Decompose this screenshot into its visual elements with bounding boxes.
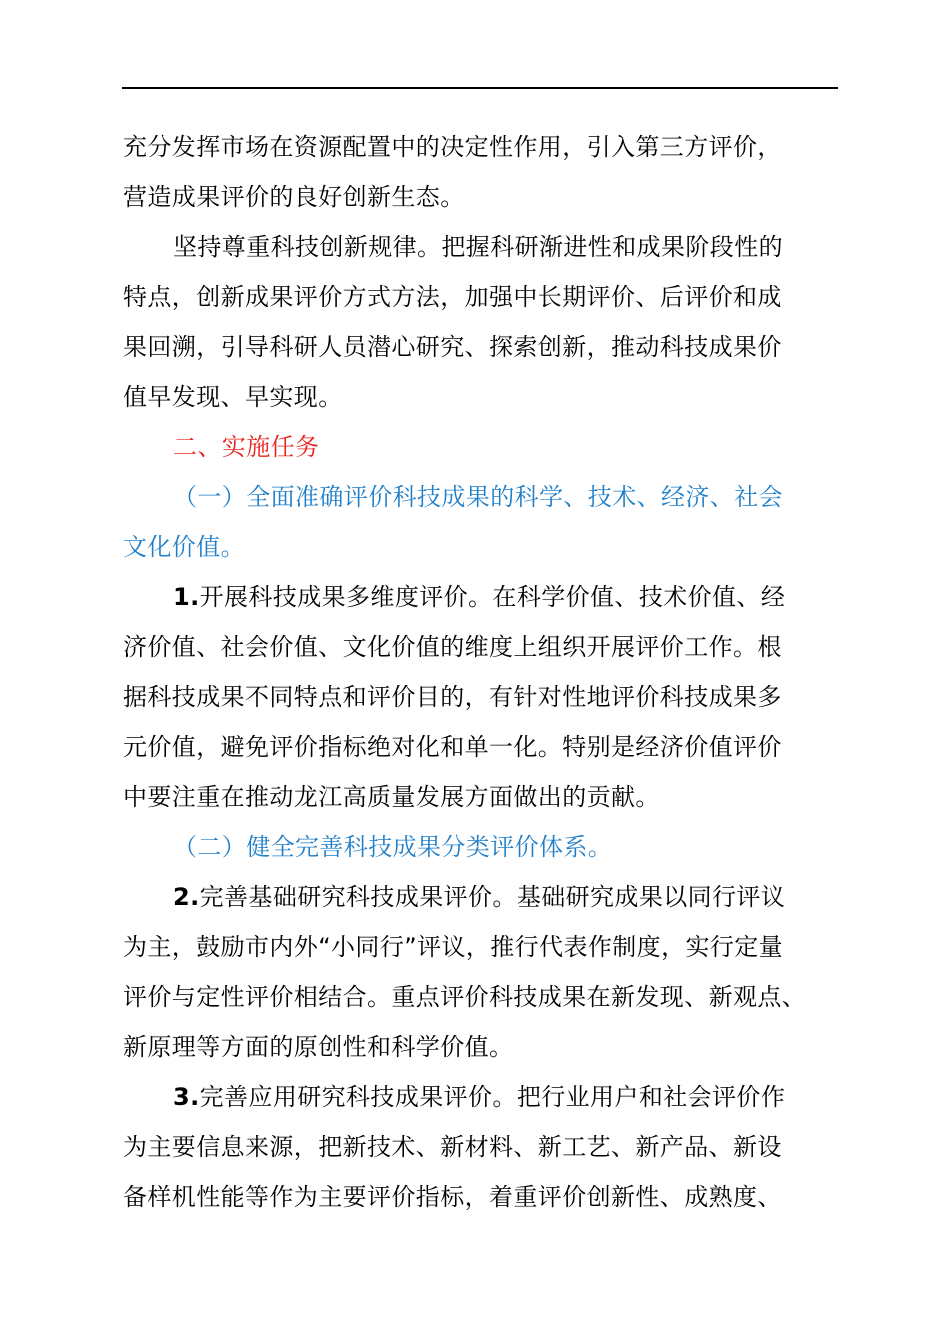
subheading-1-line: 文化价值。	[123, 533, 245, 561]
paragraph-line: 评价与定性评价相结合。重点评价科技成果在新发现、新观点、	[123, 983, 807, 1011]
item-text: 完善基础研究科技成果评价。基础研究成果以同行评议	[199, 883, 786, 911]
item-3-first-line	[123, 1072, 843, 1122]
item-number: 3.	[173, 1083, 200, 1111]
item-text: 开展科技成果多维度评价。在科学价值、技术价值、经	[199, 583, 786, 611]
item-number: 2.	[173, 883, 200, 911]
paragraph-line: 坚持尊重科技创新规律。把握科研渐进性和成果阶段性的	[173, 233, 783, 261]
section-heading-tasks: 二、实施任务	[173, 433, 320, 461]
item-2-first-line	[123, 872, 843, 922]
paragraph-line: 充分发挥市场在资源配置中的决定性作用，引入第三方评价，	[123, 133, 782, 161]
header-rule	[122, 87, 838, 89]
paragraph-line: 备样机性能等作为主要评价指标，着重评价创新性、成熟度、	[123, 1183, 782, 1211]
paragraph-line: 值早发现、早实现。	[123, 383, 343, 411]
paragraph-line: 特点，创新成果评价方式方法，加强中长期评价、后评价和成	[123, 283, 782, 311]
paragraph-line: 中要注重在推动龙江高质量发展方面做出的贡献。	[123, 783, 660, 811]
paragraph-line: 济价值、社会价值、文化价值的维度上组织开展评价工作。根	[123, 633, 782, 661]
item-number: 1.	[173, 583, 200, 611]
item-1-first-line	[123, 572, 843, 622]
paragraph-line: 为主要信息来源，把新技术、新材料、新工艺、新产品、新设	[123, 1133, 782, 1161]
paragraph-line: 果回溯，引导科研人员潜心研究、探索创新，推动科技成果价	[123, 333, 782, 361]
paragraph-line: 营造成果评价的良好创新生态。	[123, 183, 465, 211]
subheading-2: （二）健全完善科技成果分类评价体系。	[173, 833, 613, 861]
paragraph-line: 为主，鼓励市内外“小同行”评议，推行代表作制度，实行定量	[123, 933, 784, 961]
subheading-1-line: （一）全面准确评价科技成果的科学、技术、经济、社会	[173, 483, 783, 511]
paragraph-line: 元价值，避免评价指标绝对化和单一化。特别是经济价值评价	[123, 733, 782, 761]
paragraph-line: 据科技成果不同特点和评价目的，有针对性地评价科技成果多	[123, 683, 782, 711]
document-body	[123, 122, 843, 1222]
item-text: 完善应用研究科技成果评价。把行业用户和社会评价作	[199, 1083, 786, 1111]
paragraph-line: 新原理等方面的原创性和科学价值。	[123, 1033, 514, 1061]
